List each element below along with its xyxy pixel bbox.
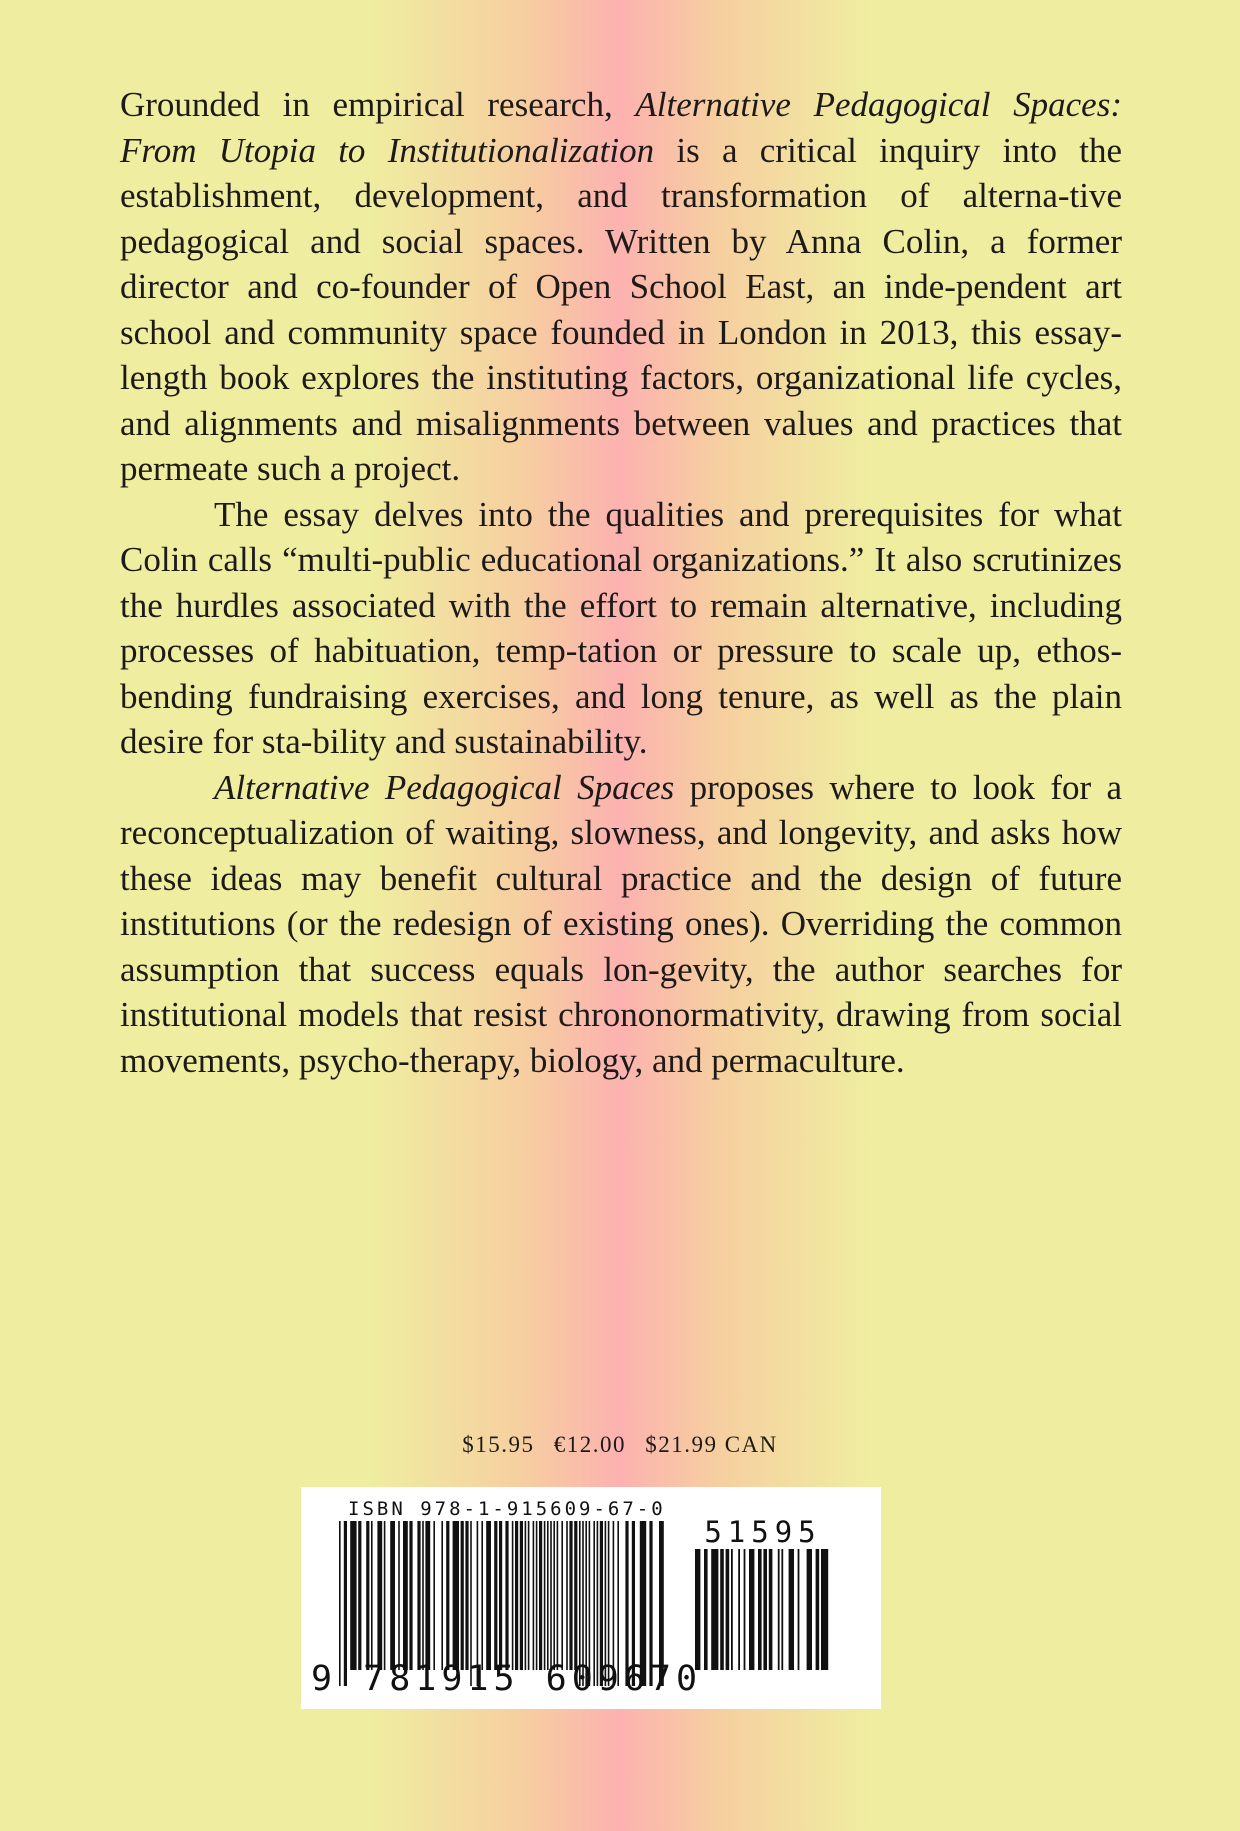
blurb-p1-rest: is a critical inquiry into the establishment, development, and transformation of alterna-tive pedagogical and social spaces. Written by Anna Colin, a former director and co-founder of Open School East, an inde-pendent art school and community space founded in London in 2013, this essay-length book explores the instituting factors, organizational life cycles, and alignments and misalignments between values and practices that permeate such a project. xyxy=(120,130,1122,488)
barcode-bar xyxy=(390,1521,395,1670)
barcode-bar xyxy=(533,1521,535,1670)
barcode-bar xyxy=(778,1549,780,1670)
barcode-bar xyxy=(366,1521,369,1670)
barcode-bar xyxy=(425,1521,430,1670)
barcode-bar xyxy=(403,1521,408,1670)
barcode-bar xyxy=(561,1521,563,1670)
barcode-bar xyxy=(720,1549,724,1670)
barcode-bar xyxy=(816,1549,820,1670)
barcode-bar xyxy=(553,1521,555,1670)
barcode-bar xyxy=(481,1521,483,1670)
barcode-bar xyxy=(738,1549,740,1670)
barcode-bar xyxy=(377,1521,382,1670)
blurb-paragraph-1 xyxy=(120,82,1122,492)
barcode-bar xyxy=(763,1549,767,1670)
barcode-bar xyxy=(821,1549,828,1670)
barcode-bar xyxy=(422,1521,424,1670)
price-line xyxy=(0,1432,1240,1458)
barcode-bar xyxy=(441,1521,443,1670)
barcode-bar xyxy=(789,1549,794,1670)
barcode-bar xyxy=(539,1521,542,1670)
barcode-bar xyxy=(520,1521,523,1670)
blurb-paragraph-3 xyxy=(120,765,1122,1084)
barcode-bar xyxy=(726,1549,730,1670)
price-eur: €12.00 xyxy=(553,1432,626,1457)
barcode-bar xyxy=(550,1521,552,1670)
barcode-bar xyxy=(749,1549,754,1670)
barcode-bar xyxy=(758,1549,762,1670)
barcode-bar xyxy=(409,1521,412,1670)
blurb-p1-intro: Grounded in empirical research, xyxy=(120,85,636,124)
barcode-bar xyxy=(499,1521,502,1670)
back-cover-blurb xyxy=(120,82,1122,1083)
barcode-bar xyxy=(512,1521,514,1670)
barcode-bar xyxy=(528,1521,530,1670)
blurb-paragraph-2: The essay delves into the qualities and prerequisites for what Colin calls “multi-public educational organizations.” It also scrutinizes the hurdles associated with the effort to remain alternative, including processes of habituation, temp-tation or pressure to scale up, ethos-bending fundraising exercises, and long tenure, as well as the plain desire for sta-bility and sustainability. xyxy=(120,494,1122,761)
barcode-bar xyxy=(461,1521,464,1670)
barcode-bar xyxy=(453,1521,459,1670)
barcode-bar xyxy=(769,1549,773,1670)
barcode-bar xyxy=(350,1521,356,1670)
barcode-bar xyxy=(536,1521,538,1670)
barcode-bar xyxy=(505,1521,508,1670)
barcode-bar xyxy=(557,1521,559,1670)
barcode-bar xyxy=(807,1549,812,1670)
barcode-bar xyxy=(569,1521,572,1670)
barcode-bar xyxy=(574,1521,577,1670)
barcode-bar xyxy=(711,1549,718,1670)
barcode-bar xyxy=(371,1521,373,1670)
price-cad: $21.99 CAN xyxy=(645,1432,778,1457)
barcode-bar xyxy=(704,1549,708,1670)
barcode-bar xyxy=(695,1549,700,1670)
book-title-italic: Alternative Pedagogical Spaces: From Utopia to Institutionalization xyxy=(120,85,1122,170)
barcode-bar xyxy=(744,1549,746,1670)
barcode-bar xyxy=(544,1521,546,1670)
barcode-bar xyxy=(358,1521,361,1670)
barcode-bar xyxy=(798,1549,800,1670)
barcode-bar xyxy=(433,1521,435,1670)
barcode-bar xyxy=(465,1521,468,1670)
barcode-bar xyxy=(486,1521,491,1670)
barcode-bar xyxy=(417,1521,420,1670)
barcode-bar xyxy=(731,1549,733,1670)
barcode-bar xyxy=(525,1521,527,1670)
price-usd: $15.95 xyxy=(462,1432,535,1457)
barcode-bar xyxy=(566,1521,568,1670)
isbn-label: ISBN 978-1-915609-67-0 xyxy=(348,1498,666,1520)
barcode-bar xyxy=(398,1521,400,1670)
barcode-bar xyxy=(781,1549,783,1670)
blurb-p3-rest: proposes where to look for a reconceptualization of waiting, slowness, and longevity, and asks how these ideas may benefit cultural practice and the design of future institutions (or the redesign of existing ones). Overriding the common assumption that success equals lon-gevity, the author searches for institutional models that resist chrononormativity, drawing from social movements, psycho-therapy, biology, and permaculture. xyxy=(120,767,1122,1080)
addon-barcode-bars xyxy=(693,1549,833,1686)
barcode-bar xyxy=(384,1521,386,1670)
barcode-bar xyxy=(515,1521,518,1670)
addon-digits: 51595 xyxy=(704,1515,822,1549)
ean-digits: 9 781915 609670 xyxy=(311,1659,703,1699)
book-title-short-italic: Alternative Pedagogical Spaces xyxy=(214,767,675,807)
barcode-bar xyxy=(446,1521,449,1670)
barcode-bar xyxy=(547,1521,549,1670)
isbn-barcode-box xyxy=(301,1487,881,1709)
barcode-bar xyxy=(494,1521,497,1670)
